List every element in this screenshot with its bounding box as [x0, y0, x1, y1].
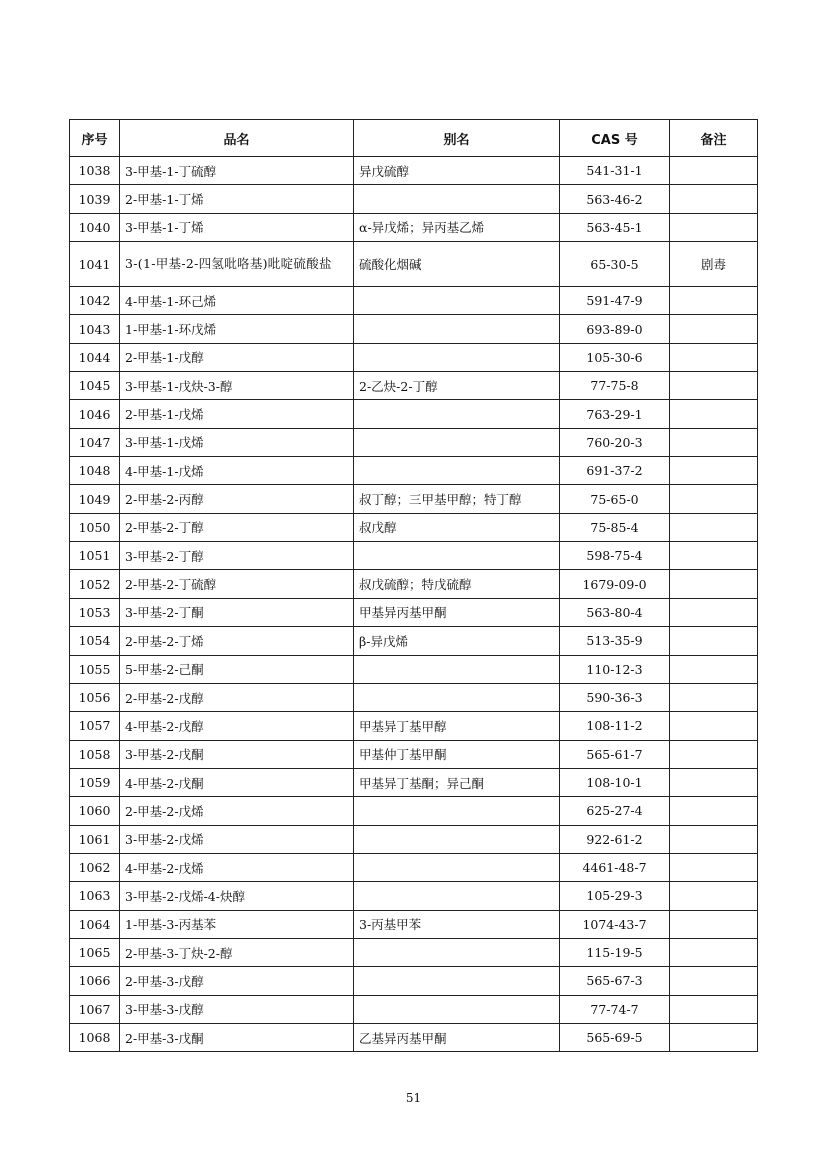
row-serial-number: 1053 [70, 598, 120, 626]
row-alias: 甲基异丁基酮；异己酮 [354, 768, 560, 796]
table-row [70, 213, 758, 241]
header-alias: 别名 [354, 120, 560, 157]
row-product-name: 2-甲基-3-戊酮 [120, 1023, 354, 1051]
row-alias [354, 967, 560, 995]
row-alias [354, 938, 560, 966]
table-row [70, 400, 758, 428]
row-alias: 甲基异丁基甲醇 [354, 712, 560, 740]
row-remarks [670, 683, 758, 711]
row-remarks [670, 185, 758, 213]
row-serial-number: 1040 [70, 213, 120, 241]
row-remarks [670, 542, 758, 570]
table-row [70, 185, 758, 213]
table-row [70, 740, 758, 768]
row-alias [354, 287, 560, 315]
row-remarks [670, 598, 758, 626]
row-product-name: 3-甲基-1-戊烯 [120, 428, 354, 456]
row-alias [354, 457, 560, 485]
row-cas-number: 591-47-9 [560, 287, 670, 315]
table-row [70, 242, 758, 287]
row-serial-number: 1047 [70, 428, 120, 456]
row-cas-number: 105-30-6 [560, 343, 670, 371]
table-row [70, 287, 758, 315]
row-product-name: 2-甲基-2-丁烯 [120, 627, 354, 655]
row-cas-number: 565-61-7 [560, 740, 670, 768]
table-row [70, 995, 758, 1023]
row-product-name: 2-甲基-2-丁硫醇 [120, 570, 354, 598]
table-row [70, 910, 758, 938]
row-remarks [670, 627, 758, 655]
row-serial-number: 1065 [70, 938, 120, 966]
table-row [70, 157, 758, 185]
row-serial-number: 1061 [70, 825, 120, 853]
header-product-name: 品名 [120, 120, 354, 157]
row-alias [354, 315, 560, 343]
row-serial-number: 1050 [70, 513, 120, 541]
page-number: 51 [405, 1091, 422, 1105]
row-remarks [670, 797, 758, 825]
row-cas-number: 115-19-5 [560, 938, 670, 966]
row-cas-number: 691-37-2 [560, 457, 670, 485]
row-alias [354, 797, 560, 825]
row-serial-number: 1064 [70, 910, 120, 938]
row-serial-number: 1054 [70, 627, 120, 655]
row-remarks [670, 712, 758, 740]
header-serial-number: 序号 [70, 120, 120, 157]
row-serial-number: 1046 [70, 400, 120, 428]
row-remarks [670, 882, 758, 910]
row-product-name: 2-甲基-1-戊烯 [120, 400, 354, 428]
row-alias [354, 542, 560, 570]
row-alias [354, 428, 560, 456]
row-alias: 叔戊醇 [354, 513, 560, 541]
row-remarks [670, 343, 758, 371]
row-product-name: 3-甲基-1-丁烯 [120, 213, 354, 241]
row-cas-number: 1679-09-0 [560, 570, 670, 598]
row-serial-number: 1063 [70, 882, 120, 910]
row-product-name: 4-甲基-1-戊烯 [120, 457, 354, 485]
row-alias [354, 185, 560, 213]
chemical-table [69, 119, 758, 1052]
row-cas-number: 541-31-1 [560, 157, 670, 185]
table-row [70, 1023, 758, 1051]
row-alias [354, 882, 560, 910]
row-remarks [670, 995, 758, 1023]
row-cas-number: 105-29-3 [560, 882, 670, 910]
table-row [70, 853, 758, 881]
row-product-name: 4-甲基-2-戊酮 [120, 768, 354, 796]
row-product-name: 3-甲基-2-戊酮 [120, 740, 354, 768]
table-row [70, 655, 758, 683]
row-alias: β-异戊烯 [354, 627, 560, 655]
row-serial-number: 1062 [70, 853, 120, 881]
row-cas-number: 563-80-4 [560, 598, 670, 626]
row-serial-number: 1041 [70, 242, 120, 287]
table-body [70, 157, 758, 1052]
row-remarks [670, 825, 758, 853]
table-row [70, 372, 758, 400]
row-alias [354, 825, 560, 853]
row-alias: 叔戊硫醇；特戊硫醇 [354, 570, 560, 598]
row-cas-number: 598-75-4 [560, 542, 670, 570]
row-cas-number: 763-29-1 [560, 400, 670, 428]
table-row [70, 457, 758, 485]
header-remarks: 备注 [670, 120, 758, 157]
row-cas-number: 590-36-3 [560, 683, 670, 711]
row-remarks [670, 910, 758, 938]
row-product-name: 1-甲基-3-丙基苯 [120, 910, 354, 938]
row-cas-number: 563-46-2 [560, 185, 670, 213]
row-serial-number: 1060 [70, 797, 120, 825]
row-alias [354, 683, 560, 711]
table-row [70, 967, 758, 995]
row-remarks [670, 967, 758, 995]
row-alias: 硫酸化烟碱 [354, 242, 560, 287]
row-serial-number: 1052 [70, 570, 120, 598]
row-product-name: 4-甲基-2-戊醇 [120, 712, 354, 740]
row-product-name: 3-甲基-2-丁酮 [120, 598, 354, 626]
row-serial-number: 1048 [70, 457, 120, 485]
row-serial-number: 1049 [70, 485, 120, 513]
row-cas-number: 760-20-3 [560, 428, 670, 456]
row-cas-number: 922-61-2 [560, 825, 670, 853]
table-row [70, 343, 758, 371]
row-cas-number: 1074-43-7 [560, 910, 670, 938]
row-alias: 异戊硫醇 [354, 157, 560, 185]
row-cas-number: 110-12-3 [560, 655, 670, 683]
row-remarks [670, 513, 758, 541]
row-remarks [670, 157, 758, 185]
row-cas-number: 565-69-5 [560, 1023, 670, 1051]
row-alias [354, 400, 560, 428]
row-cas-number: 513-35-9 [560, 627, 670, 655]
row-serial-number: 1044 [70, 343, 120, 371]
row-remarks [670, 428, 758, 456]
row-alias: 甲基仲丁基甲酮 [354, 740, 560, 768]
row-product-name: 4-甲基-1-环己烯 [120, 287, 354, 315]
row-cas-number: 75-65-0 [560, 485, 670, 513]
table-row [70, 712, 758, 740]
table-row [70, 598, 758, 626]
row-serial-number: 1045 [70, 372, 120, 400]
row-remarks [670, 372, 758, 400]
table-row [70, 627, 758, 655]
row-product-name: 3-甲基-2-戊烯-4-炔醇 [120, 882, 354, 910]
row-remarks [670, 655, 758, 683]
row-serial-number: 1066 [70, 967, 120, 995]
row-remarks [670, 287, 758, 315]
row-serial-number: 1057 [70, 712, 120, 740]
row-remarks [670, 485, 758, 513]
row-serial-number: 1068 [70, 1023, 120, 1051]
row-product-name: 2-甲基-2-丙醇 [120, 485, 354, 513]
row-alias: 3-丙基甲苯 [354, 910, 560, 938]
row-product-name: 3-甲基-1-丁硫醇 [120, 157, 354, 185]
row-remarks [670, 1023, 758, 1051]
row-alias: 甲基异丙基甲酮 [354, 598, 560, 626]
row-product-name: 2-甲基-2-丁醇 [120, 513, 354, 541]
row-cas-number: 75-85-4 [560, 513, 670, 541]
row-product-name: 2-甲基-2-戊烯 [120, 797, 354, 825]
row-alias: 叔丁醇；三甲基甲醇；特丁醇 [354, 485, 560, 513]
row-alias [354, 343, 560, 371]
row-serial-number: 1055 [70, 655, 120, 683]
row-product-name: 3-甲基-2-丁醇 [120, 542, 354, 570]
table-row [70, 542, 758, 570]
header-cas-number: CAS 号 [560, 120, 670, 157]
table-row [70, 315, 758, 343]
row-cas-number: 625-27-4 [560, 797, 670, 825]
row-remarks [670, 768, 758, 796]
table-row [70, 768, 758, 796]
row-product-name: 4-甲基-2-戊烯 [120, 853, 354, 881]
row-serial-number: 1039 [70, 185, 120, 213]
row-remarks [670, 315, 758, 343]
row-alias [354, 655, 560, 683]
table-row [70, 938, 758, 966]
row-cas-number: 108-11-2 [560, 712, 670, 740]
table-row [70, 485, 758, 513]
row-serial-number: 1038 [70, 157, 120, 185]
row-alias [354, 995, 560, 1023]
row-product-name: 3-(1-甲基-2-四氢吡咯基)吡啶硫酸盐 [120, 242, 354, 287]
table-row [70, 882, 758, 910]
row-remarks: 剧毒 [670, 242, 758, 287]
row-product-name: 2-甲基-1-戊醇 [120, 343, 354, 371]
table-header-row [70, 120, 758, 157]
row-serial-number: 1058 [70, 740, 120, 768]
row-product-name: 2-甲基-1-丁烯 [120, 185, 354, 213]
row-remarks [670, 457, 758, 485]
row-product-name: 3-甲基-2-戊烯 [120, 825, 354, 853]
row-cas-number: 65-30-5 [560, 242, 670, 287]
row-product-name: 2-甲基-3-丁炔-2-醇 [120, 938, 354, 966]
row-product-name: 1-甲基-1-环戊烯 [120, 315, 354, 343]
table-row [70, 428, 758, 456]
row-cas-number: 77-75-8 [560, 372, 670, 400]
row-cas-number: 108-10-1 [560, 768, 670, 796]
row-product-name: 3-甲基-1-戊炔-3-醇 [120, 372, 354, 400]
row-remarks [670, 853, 758, 881]
row-serial-number: 1042 [70, 287, 120, 315]
table-row [70, 513, 758, 541]
table-row [70, 683, 758, 711]
row-serial-number: 1051 [70, 542, 120, 570]
row-cas-number: 563-45-1 [560, 213, 670, 241]
row-remarks [670, 938, 758, 966]
table-row [70, 825, 758, 853]
row-remarks [670, 213, 758, 241]
row-cas-number: 565-67-3 [560, 967, 670, 995]
row-serial-number: 1043 [70, 315, 120, 343]
row-remarks [670, 570, 758, 598]
row-cas-number: 693-89-0 [560, 315, 670, 343]
row-alias: α-异戊烯；异丙基乙烯 [354, 213, 560, 241]
table-row [70, 570, 758, 598]
row-product-name: 2-甲基-3-戊醇 [120, 967, 354, 995]
row-serial-number: 1067 [70, 995, 120, 1023]
row-cas-number: 4461-48-7 [560, 853, 670, 881]
row-alias: 2-乙炔-2-丁醇 [354, 372, 560, 400]
row-alias [354, 853, 560, 881]
row-serial-number: 1059 [70, 768, 120, 796]
row-serial-number: 1056 [70, 683, 120, 711]
row-remarks [670, 400, 758, 428]
row-product-name: 5-甲基-2-己酮 [120, 655, 354, 683]
row-cas-number: 77-74-7 [560, 995, 670, 1023]
row-product-name: 2-甲基-2-戊醇 [120, 683, 354, 711]
row-alias: 乙基异丙基甲酮 [354, 1023, 560, 1051]
table-row [70, 797, 758, 825]
row-product-name: 3-甲基-3-戊醇 [120, 995, 354, 1023]
row-remarks [670, 740, 758, 768]
